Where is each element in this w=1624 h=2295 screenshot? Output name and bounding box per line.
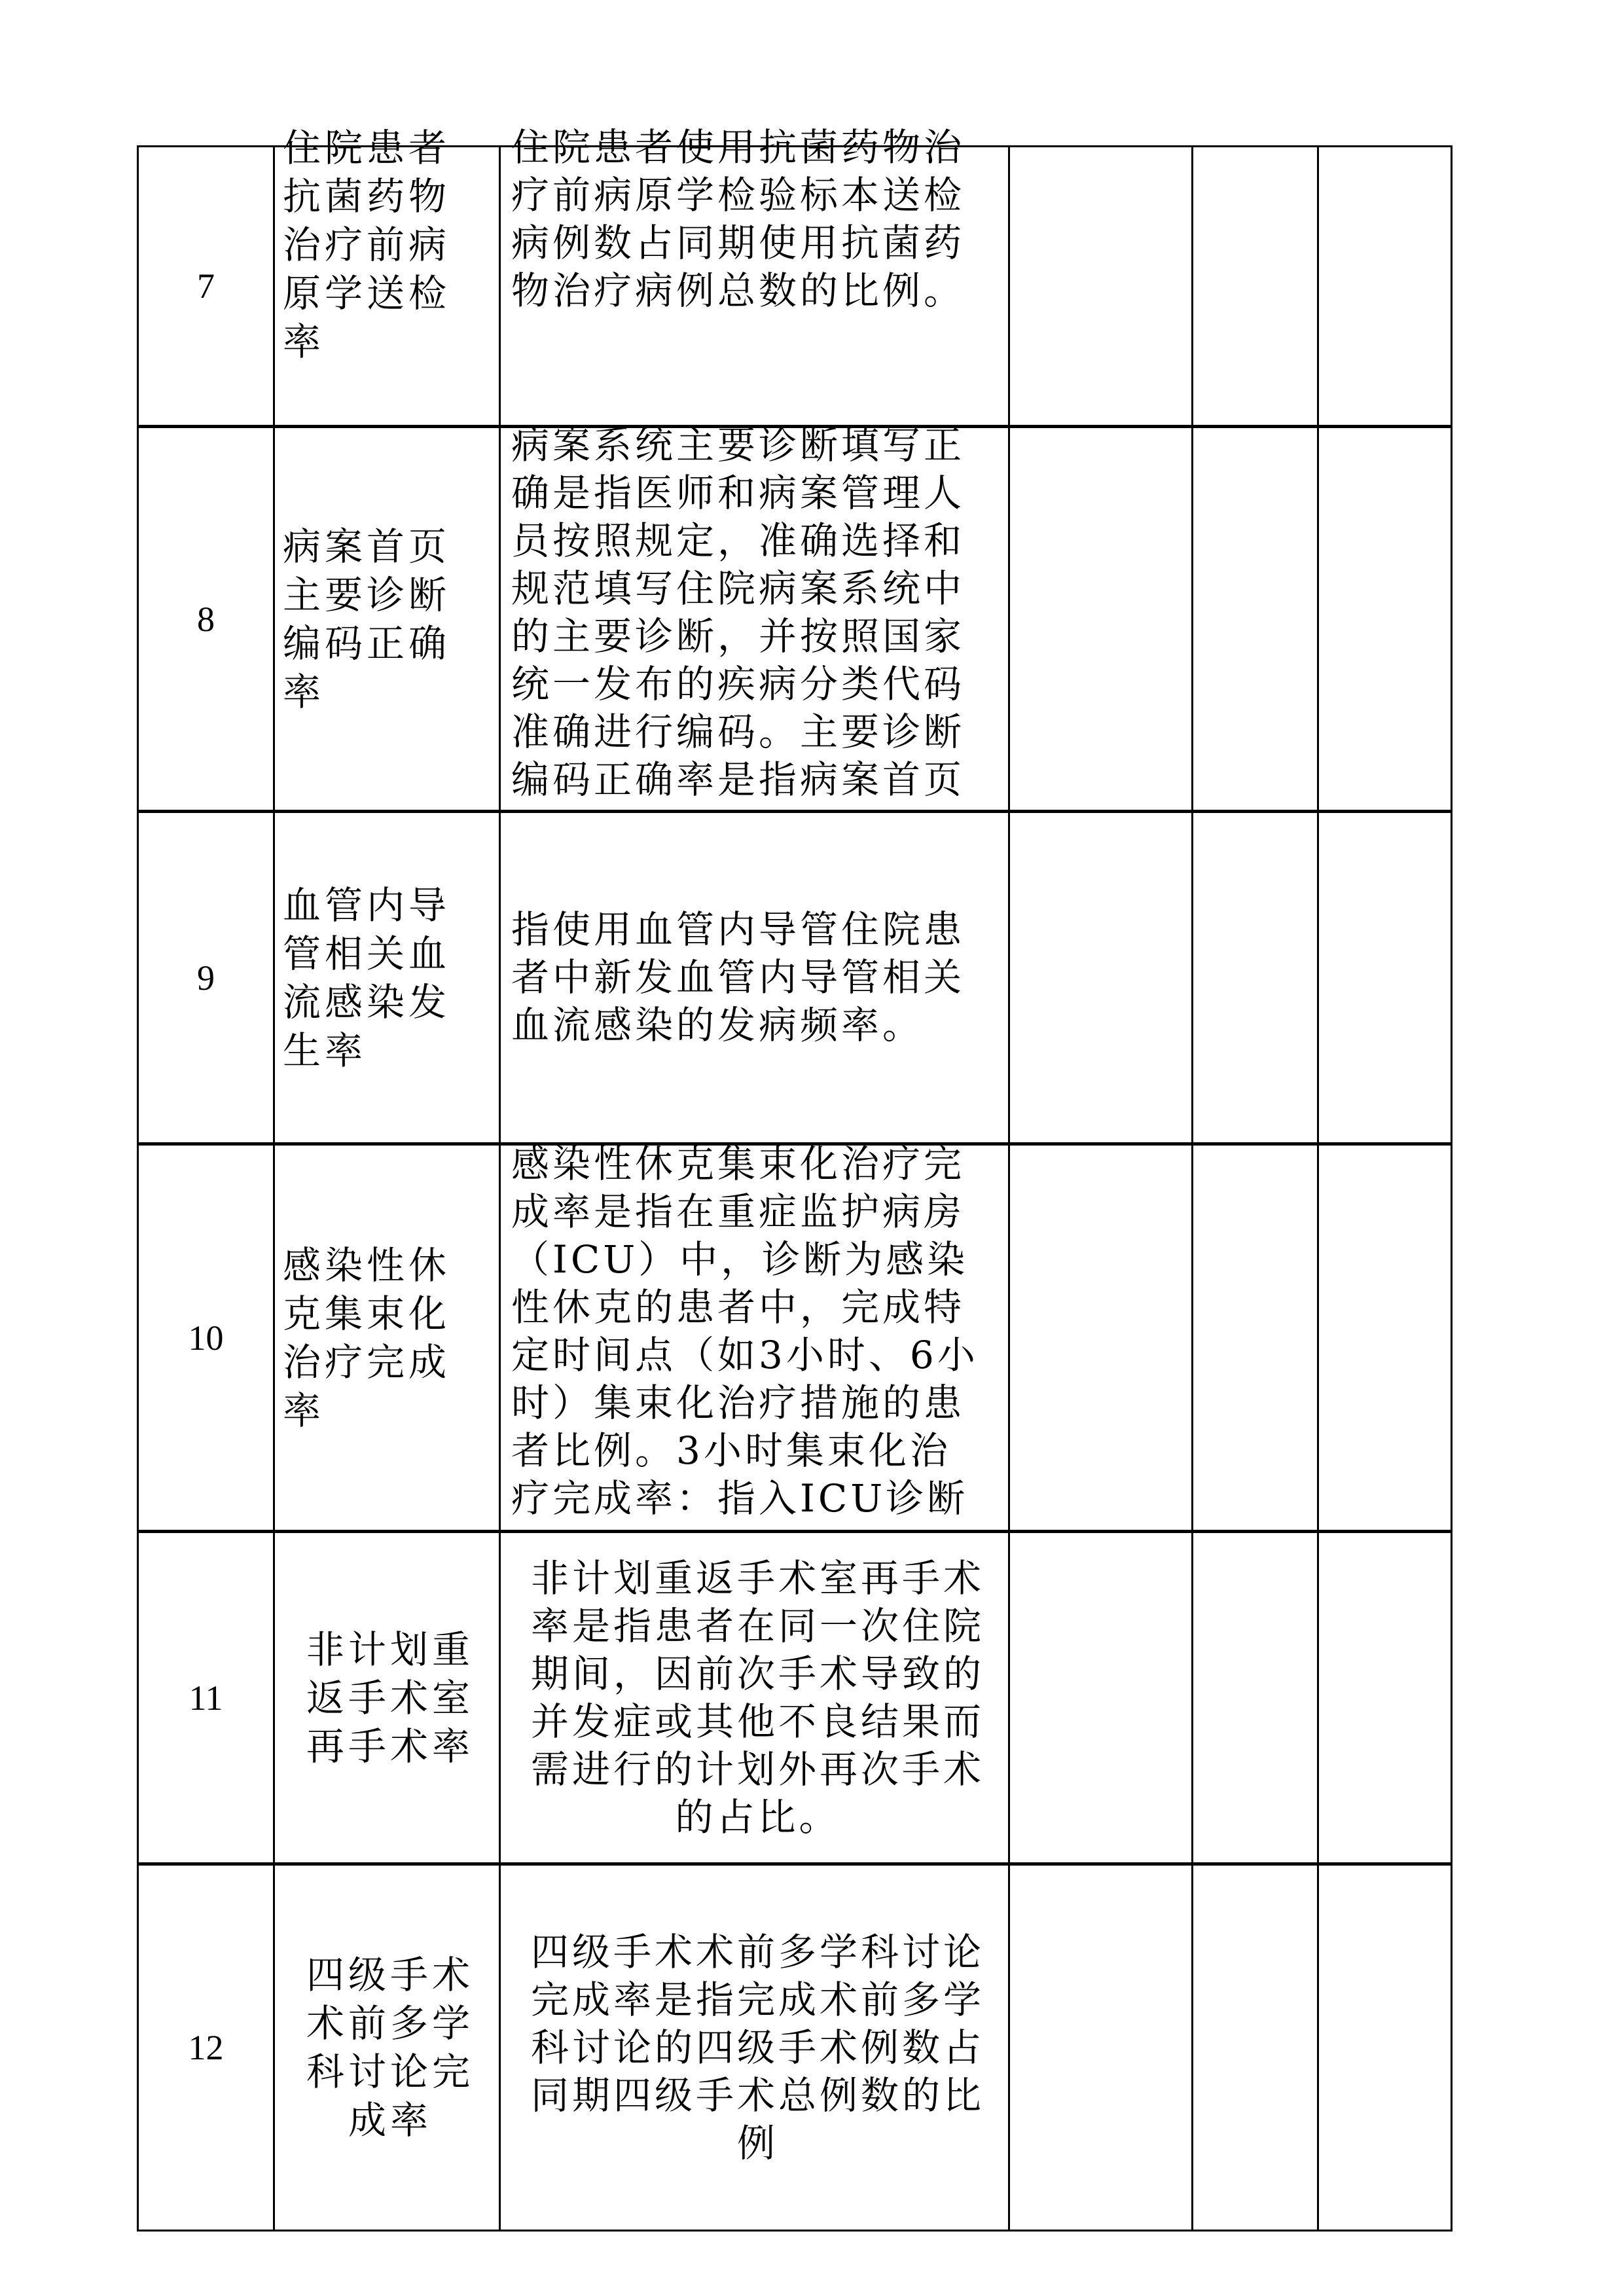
row-number: 9 xyxy=(138,812,274,1144)
name-line: 治疗完成 xyxy=(283,1339,451,1384)
definition-line: 员按照规定，准确选择和 xyxy=(511,518,965,563)
name-line: 成率 xyxy=(348,2098,432,2142)
definition-line: 期间，因前次手术导致的 xyxy=(530,1651,984,1696)
row-number: 7 xyxy=(138,147,274,427)
definition-line: 例 xyxy=(736,2120,778,2165)
row-number: 11 xyxy=(138,1532,274,1864)
empty-cell-col4[interactable] xyxy=(1009,812,1193,1144)
indicator-table xyxy=(137,125,1453,2232)
row-number: 12 xyxy=(138,1864,274,2231)
table-row xyxy=(138,1532,1452,1864)
definition-line: 者比例。3小时集束化治 xyxy=(511,1428,951,1473)
definition-line: 定时间点（如3小时、6小 xyxy=(511,1333,979,1377)
name-line: 病案首页 xyxy=(283,524,451,569)
definition-line: 准确进行编码。主要诊断 xyxy=(511,710,965,754)
indicator-definition xyxy=(500,812,1009,1144)
name-line: 主要诊断 xyxy=(283,572,451,617)
empty-cell-col5[interactable] xyxy=(1193,812,1318,1144)
table-row xyxy=(138,1144,1452,1532)
empty-cell-col6[interactable] xyxy=(1318,1144,1452,1532)
indicator-definition xyxy=(500,423,1009,812)
name-line: 编码正确 xyxy=(283,621,451,666)
definition-line: 病案系统主要诊断填写正 xyxy=(511,423,965,467)
definition-line: （ICU）中，诊断为感染 xyxy=(511,1237,969,1282)
empty-cell-col5[interactable] xyxy=(1193,1532,1318,1864)
indicator-name xyxy=(274,126,500,427)
name-line: 流感染发 xyxy=(283,979,451,1024)
definition-line: 血流感染的发病频率。 xyxy=(511,1003,924,1047)
empty-cell-col5[interactable] xyxy=(1193,147,1318,427)
indicator-definition xyxy=(500,1144,1009,1532)
empty-cell-col4[interactable] xyxy=(1009,427,1193,812)
empty-cell-col4[interactable] xyxy=(1009,1864,1193,2231)
name-line: 克集束化 xyxy=(283,1291,451,1336)
definition-line: 并发症或其他不良结果而 xyxy=(530,1699,984,1744)
indicator-name xyxy=(274,1864,500,2231)
definition-line: 科讨论的四级手术例数占 xyxy=(530,2025,984,2070)
table-row xyxy=(138,427,1452,812)
table-row xyxy=(138,812,1452,1144)
definition-line: 完成率是指完成术前多学 xyxy=(530,1977,984,2022)
name-line: 率 xyxy=(283,669,325,714)
name-line: 率 xyxy=(283,319,325,364)
definition-line: 感染性休克集束化治疗完 xyxy=(511,1142,965,1186)
name-line: 管相关血 xyxy=(283,931,451,976)
empty-cell-col5[interactable] xyxy=(1193,1144,1318,1532)
empty-cell-col4[interactable] xyxy=(1009,1144,1193,1532)
name-line: 再手术率 xyxy=(306,1724,474,1769)
name-line: 返手术室 xyxy=(306,1675,474,1720)
name-line: 术前多学 xyxy=(306,2001,474,2046)
row-number: 8 xyxy=(138,427,274,812)
empty-cell-col5[interactable] xyxy=(1193,427,1318,812)
definition-line: 性休克的患者中，完成特 xyxy=(511,1285,965,1329)
definition-line: 物治疗病例总数的比例。 xyxy=(511,268,965,313)
empty-cell-col4[interactable] xyxy=(1009,1532,1193,1864)
definition-line: 规范填写住院病案系统中 xyxy=(511,566,965,611)
definition-line: 病例数占同期使用抗菌药 xyxy=(511,221,965,265)
name-line: 生率 xyxy=(283,1028,367,1073)
definition-line: 疗完成率：指入ICU诊断 xyxy=(511,1476,969,1521)
indicator-name xyxy=(274,1144,500,1532)
empty-cell-col6[interactable] xyxy=(1318,1532,1452,1864)
definition-line: 者中新发血管内导管相关 xyxy=(511,955,965,1000)
empty-cell-col5[interactable] xyxy=(1193,1864,1318,2231)
empty-cell-col4[interactable] xyxy=(1009,147,1193,427)
name-line: 四级手术 xyxy=(306,1953,474,1997)
definition-line: 统一发布的疾病分类代码 xyxy=(511,662,965,706)
definition-line: 指使用血管内导管住院患 xyxy=(511,907,965,952)
definition-line: 率是指患者在同一次住院 xyxy=(530,1603,984,1648)
table-row xyxy=(138,1864,1452,2231)
name-line: 科讨论完 xyxy=(306,2050,474,2094)
empty-cell-col6[interactable] xyxy=(1318,147,1452,427)
definition-line: 成率是指在重症监护病房 xyxy=(511,1189,965,1234)
indicator-name xyxy=(274,1532,500,1864)
definition-line: 四级手术术前多学科讨论 xyxy=(530,1929,984,1974)
definition-line: 时）集束化治疗措施的患 xyxy=(511,1381,965,1425)
empty-cell-col6[interactable] xyxy=(1318,427,1452,812)
name-line: 抗菌药物 xyxy=(283,174,451,219)
definition-line: 住院患者使用抗菌药物治 xyxy=(511,125,965,170)
name-line: 住院患者 xyxy=(283,126,451,170)
definition-line: 疗前病原学检验标本送检 xyxy=(511,173,965,217)
definition-line: 的主要诊断，并按照国家 xyxy=(511,614,965,659)
definition-line: 确是指医师和病案管理人 xyxy=(511,471,965,515)
name-line: 感染性休 xyxy=(283,1242,451,1288)
name-line: 血管内导 xyxy=(283,882,451,928)
table-viewport xyxy=(134,125,1456,2165)
indicator-definition xyxy=(500,1532,1009,1864)
name-line: 治疗前病 xyxy=(283,223,451,267)
indicator-definition xyxy=(500,1864,1009,2231)
definition-line: 需进行的计划外再次手术 xyxy=(530,1746,984,1792)
indicator-definition xyxy=(500,125,1009,427)
indicator-name xyxy=(274,812,500,1144)
definition-line: 的占比。 xyxy=(675,1794,840,1839)
name-line: 非计划重 xyxy=(306,1627,474,1672)
table-row xyxy=(138,147,1452,427)
definition-line: 同期四级手术总例数的比 xyxy=(530,2072,984,2118)
name-line: 率 xyxy=(283,1388,325,1433)
indicator-name xyxy=(274,427,500,812)
empty-cell-col6[interactable] xyxy=(1318,812,1452,1144)
empty-cell-col6[interactable] xyxy=(1318,1864,1452,2231)
row-number: 10 xyxy=(138,1144,274,1532)
name-line: 原学送检 xyxy=(283,271,451,316)
definition-line: 非计划重返手术室再手术 xyxy=(530,1555,984,1600)
definition-line: 编码正确率是指病案首页 xyxy=(511,757,965,802)
